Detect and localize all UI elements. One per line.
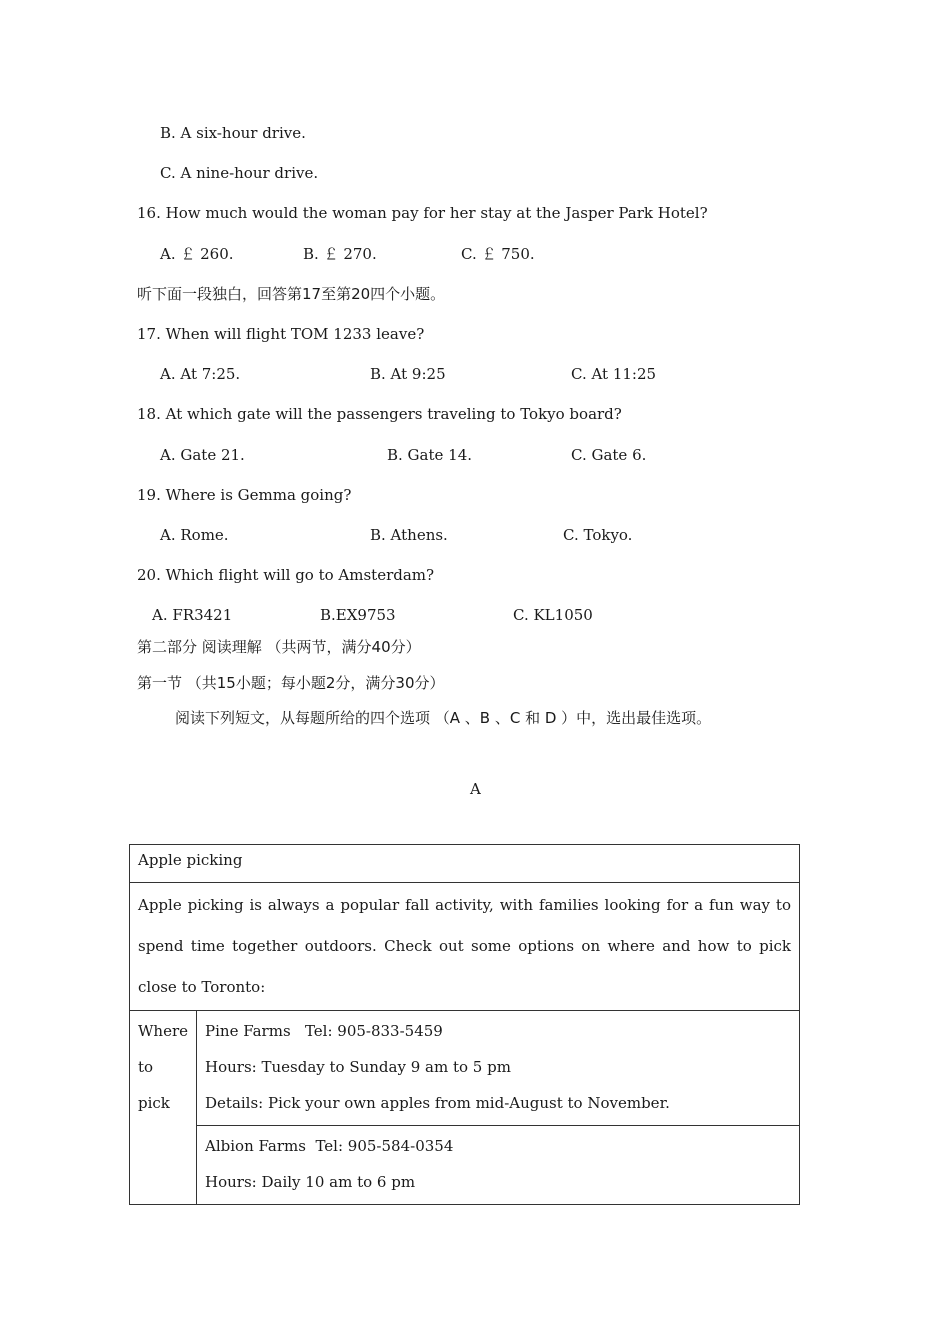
passage-intro: Apple picking is always a popular fall activity, with families looking for a fun way to spend time together outdoors. Check out some options on where and how to pick close to Toronto: (130, 883, 800, 1011)
q15-option-b: B. A six-hour drive. (160, 124, 306, 142)
part-2-title: 第二部分 阅读理解 （共两节，满分40分） (137, 638, 421, 656)
q18-option-b: B. Gate 14. (387, 446, 473, 464)
section-1-title: 第一节 （共15小题；每小题2分，满分30分） (137, 674, 445, 692)
q19-option-b: B. Athens. (370, 526, 448, 544)
q18-option-c: C. Gate 6. (571, 446, 647, 464)
passage-title: Apple picking (130, 845, 800, 883)
q20-option-a: A. FR3421 (152, 606, 233, 624)
question-20: 20. Which flight will go to Amsterdam? (137, 566, 435, 584)
q19-option-c: C. Tokyo. (563, 526, 633, 544)
q17-option-c: C. At 11:25 (571, 365, 657, 383)
reading-instructions: 阅读下列短文，从每题所给的四个选项 （A 、B 、C 和 D ）中，选出最佳选项。 (175, 709, 712, 727)
q16-option-b: B. ￡ 270. (303, 245, 377, 263)
passage-table (129, 844, 800, 1205)
q17-option-a: A. At 7:25. (160, 365, 241, 383)
q20-option-c: C. KL1050 (513, 606, 593, 624)
farm-pine (197, 1011, 800, 1126)
q18-option-a: A. Gate 21. (160, 446, 245, 464)
farm-name-tel: Pine Farms Tel: 905-833-5459 (205, 1022, 443, 1040)
monologue-instruction: 听下面一段独白，回答第17至第20四个小题。 (137, 285, 446, 303)
q17-option-b: B. At 9:25 (370, 365, 446, 383)
where-to-pick-label: Where to pick (130, 1011, 197, 1205)
q15-option-c: C. A nine-hour drive. (160, 164, 319, 182)
farm-details: Details: Pick your own apples from mid-August to November. (205, 1094, 670, 1112)
q19-option-a: A. Rome. (160, 526, 229, 544)
farm-hours: Hours: Daily 10 am to 6 pm (205, 1173, 416, 1191)
question-17: 17. When will flight TOM 1233 leave? (137, 325, 425, 343)
farm-albion (197, 1126, 800, 1205)
q16-option-a: A. ￡ 260. (160, 245, 234, 263)
question-19: 19. Where is Gemma going? (137, 486, 352, 504)
question-16: 16. How much would the woman pay for her stay at the Jasper Park Hotel? (137, 204, 708, 222)
farm-name-tel: Albion Farms Tel: 905-584-0354 (205, 1137, 454, 1155)
q20-option-b: B.EX9753 (320, 606, 396, 624)
q16-option-c: C. ￡ 750. (461, 245, 535, 263)
farm-hours: Hours: Tuesday to Sunday 9 am to 5 pm (205, 1058, 511, 1076)
question-18: 18. At which gate will the passengers traveling to Tokyo board? (137, 405, 622, 423)
passage-label: A (470, 780, 481, 798)
